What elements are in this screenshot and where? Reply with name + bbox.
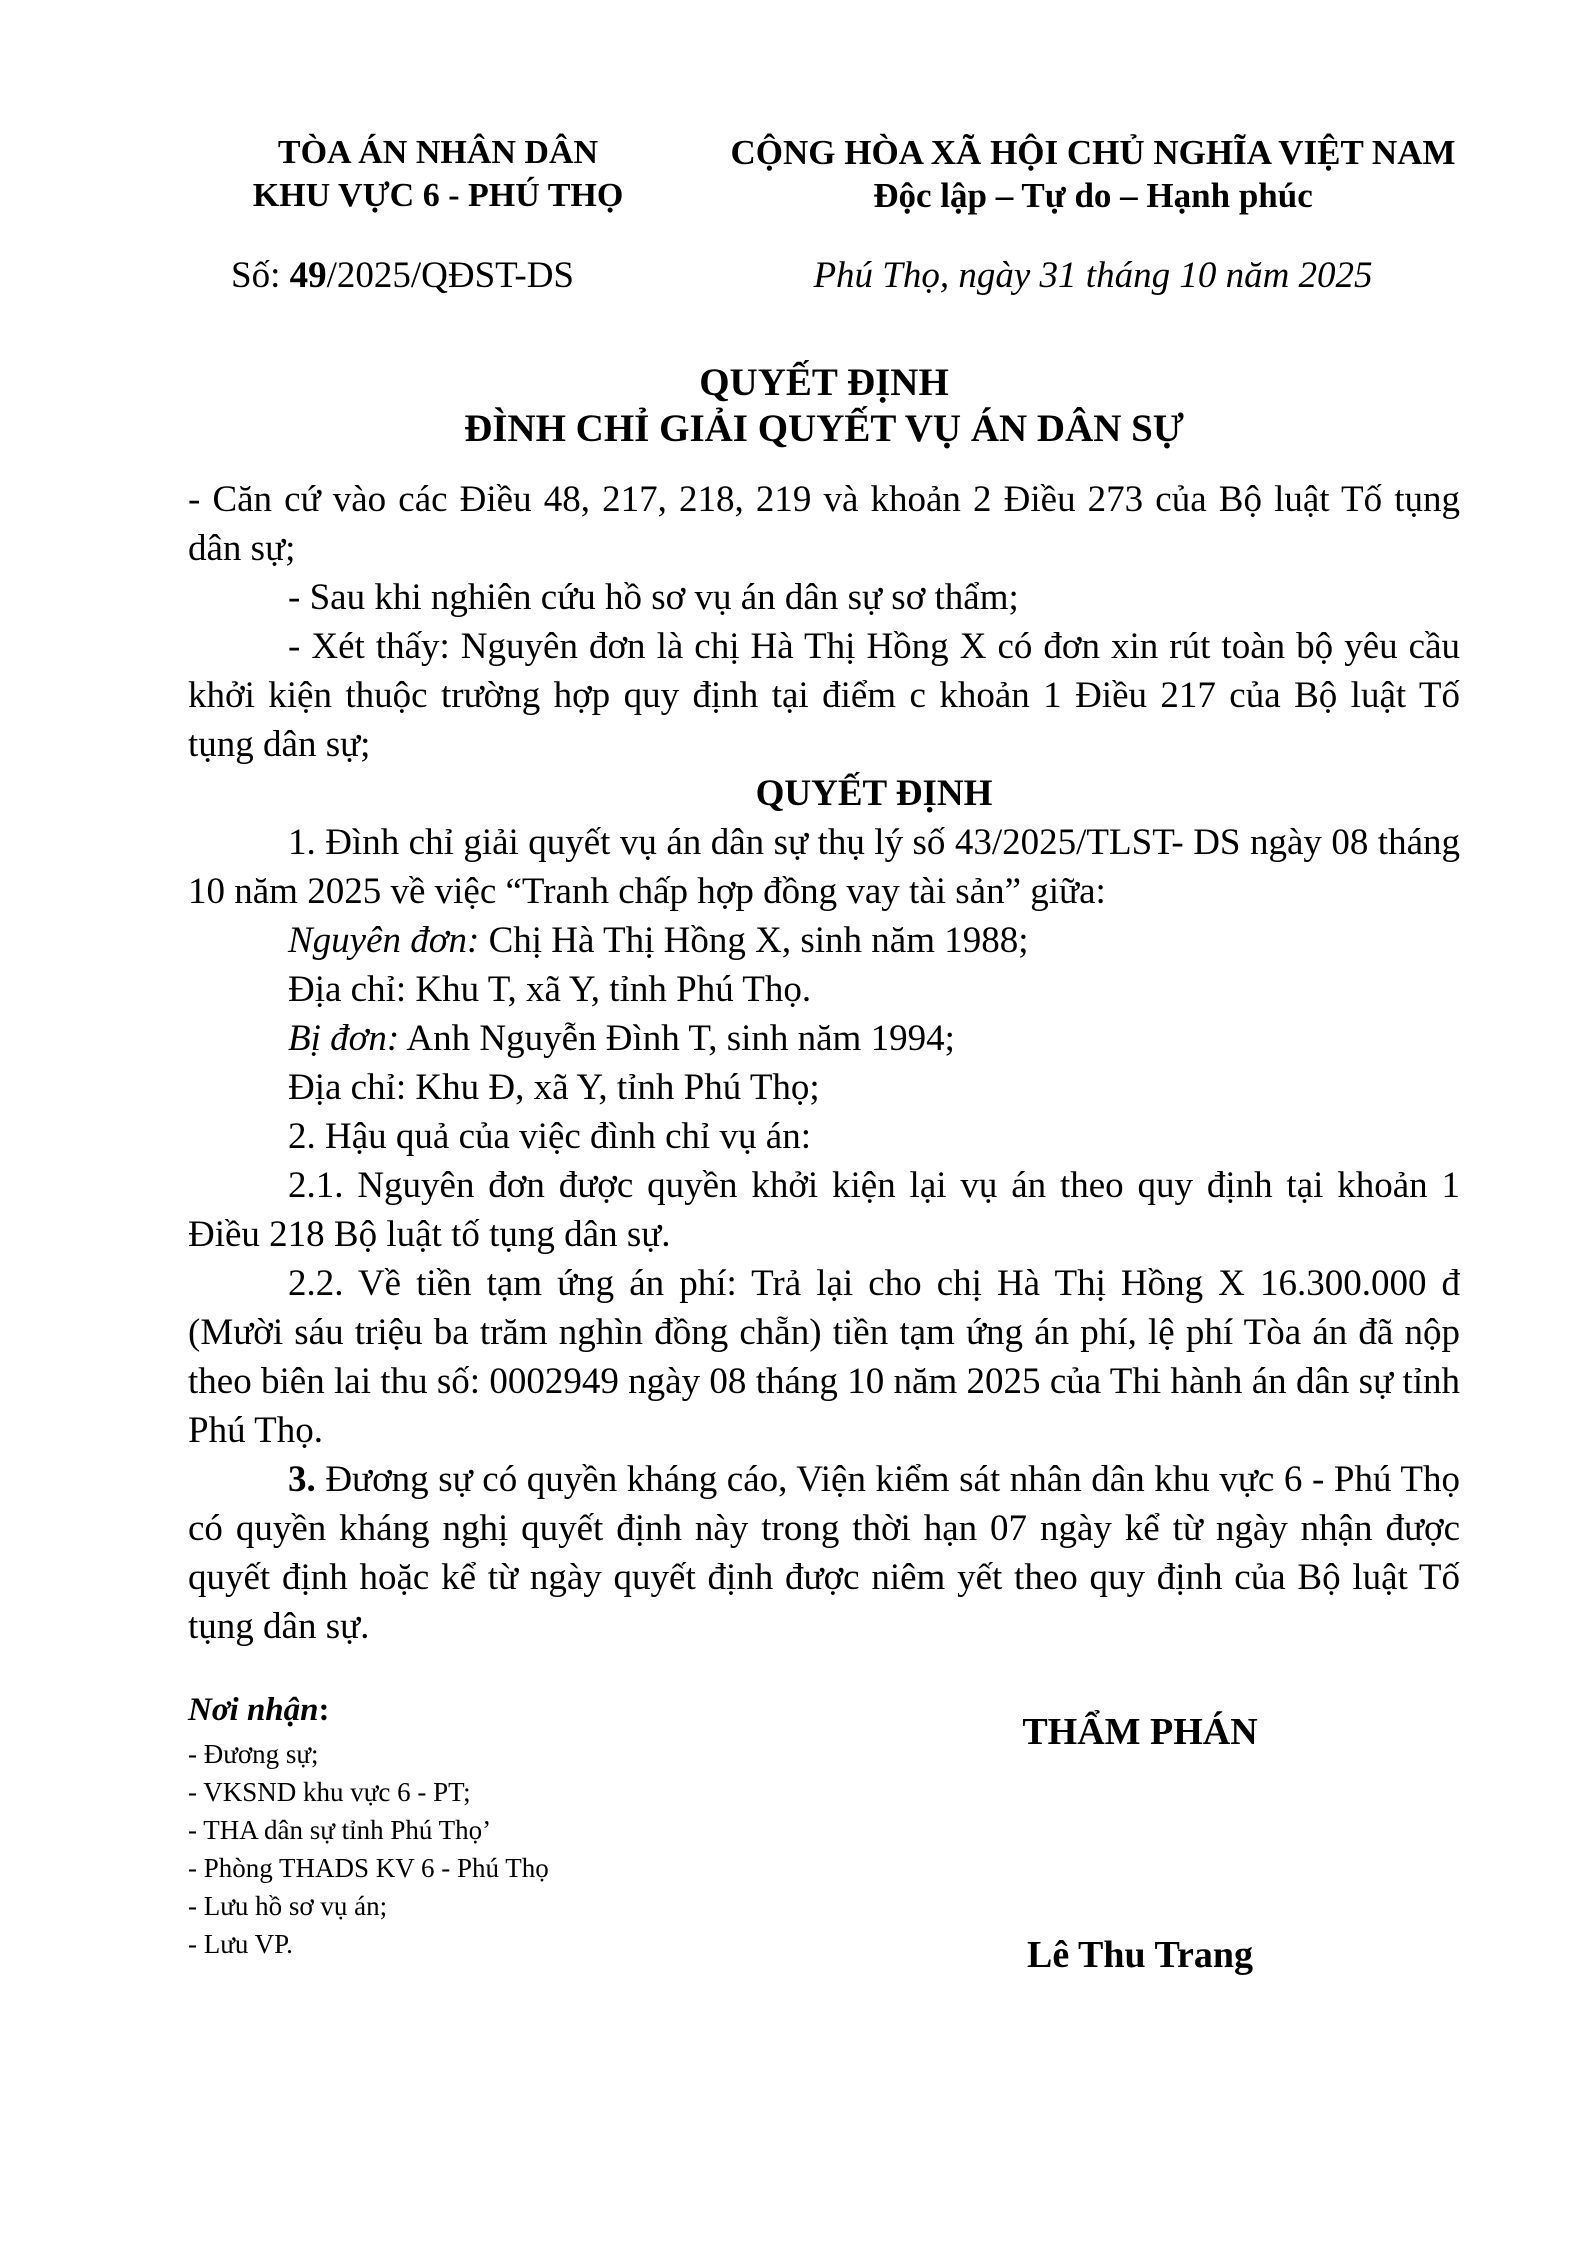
article-2: 2. Hậu quả của việc đình chỉ vụ án: <box>288 1116 811 1157</box>
defendant-value: Anh Nguyễn Đình T, sinh năm 1994; <box>399 1018 955 1059</box>
plaintiff-value: Chị Hà Thị Hồng X, sinh năm 1988; <box>479 920 1029 961</box>
recipient-item: - VKSND khu vực 6 - PT; <box>188 1777 471 1807</box>
signature-block <box>900 1689 1380 1979</box>
document-number-value: 49 <box>289 255 327 296</box>
title-line2: ĐÌNH CHỈ GIẢI QUYẾT VỤ ÁN DÂN SỰ <box>464 407 1184 450</box>
recipients-heading-text: Nơi nhận <box>188 1692 319 1728</box>
article-3-text: Đương sự có quyền kháng cáo, Viện kiểm sát nhân dân khu vực 6 - Phú Thọ có quyền kháng nghị quyết định này trong thời hạn 07 ngày kể từ ngày nhận được quyết định hoặc kể từ ngày quyết định được niêm yết theo quy định của Bộ luật Tố tụng dân sự. <box>188 1459 1460 1647</box>
number-date-row <box>188 253 1460 299</box>
place-dateline: Phú Thọ, ngày 31 tháng 10 năm 2025 <box>813 255 1373 296</box>
preamble-finding: - Xét thấy: Nguyên đơn là chị Hà Thị Hồng X có đơn xin rút toàn bộ yêu cầu khởi kiện thuộc trường hợp quy định tại điểm c khoản 1 Điều 217 của Bộ luật Tố tụng dân sự; <box>188 626 1460 765</box>
court-name-line1: TÒA ÁN NHÂN DÂN <box>277 134 599 171</box>
issuing-court-block <box>188 131 688 217</box>
defendant-address: Địa chỉ: Khu Đ, xã Y, tỉnh Phú Thọ; <box>288 1067 820 1108</box>
recipient-item: - THA dân sự tỉnh Phú Thọ’ <box>188 1815 492 1845</box>
court-name-line2: KHU VỰC 6 - PHÚ THỌ <box>252 177 624 214</box>
title-line1: QUYẾT ĐỊNH <box>699 361 949 404</box>
document-footer <box>188 1689 1460 1979</box>
republic-motto-block <box>726 131 1460 217</box>
preamble-basis: - Căn cứ vào các Điều 48, 217, 218, 219 và khoản 2 Điều 273 của Bộ luật Tố tụng dân sự; <box>188 479 1460 569</box>
recipient-item: - Đương sự; <box>188 1739 319 1769</box>
recipients-heading-colon: : <box>318 1692 330 1728</box>
plaintiff-address: Địa chỉ: Khu T, xã Y, tỉnh Phú Thọ. <box>288 969 812 1010</box>
document-number-prefix: Số: <box>231 255 290 296</box>
decision-heading: QUYẾT ĐỊNH <box>755 773 993 814</box>
recipient-item: - Phòng THADS KV 6 - Phú Thọ <box>188 1853 549 1883</box>
document-title <box>188 360 1460 452</box>
recipient-item: - Lưu hồ sơ vụ án; <box>188 1891 388 1921</box>
republic-motto: Độc lập – Tự do – Hạnh phúc <box>873 176 1313 215</box>
article-3 <box>188 1455 1460 1651</box>
national-header <box>188 131 1460 217</box>
article-1: 1. Đình chỉ giải quyết vụ án dân sự thụ lý số 43/2025/TLST- DS ngày 08 tháng 10 năm 2025 về việc “Tranh chấp hợp đồng vay tài sản” giữa: <box>188 822 1460 912</box>
document-body <box>188 475 1460 1651</box>
defendant-label: Bị đơn: <box>288 1018 400 1059</box>
judge-title: THẨM PHÁN <box>1022 1711 1258 1753</box>
defendant-line <box>188 1014 1460 1063</box>
document-number-suffix: /2025/QĐST-DS <box>326 255 575 296</box>
recipients-block <box>188 1689 900 1979</box>
plaintiff-line <box>188 916 1460 965</box>
article-2-2: 2.2. Về tiền tạm ứng án phí: Trả lại cho chị Hà Thị Hồng X 16.300.000 đ (Mười sáu triệu ba trăm nghìn đồng chẵn) tiền tạm ứng án phí, lệ phí Tòa án đã nộp theo biên lai thu số: 0002949 ngày 08 tháng 10 năm 2025 của Thi hành án dân sự tỉnh Phú Thọ. <box>188 1263 1460 1451</box>
recipients-heading <box>188 1689 900 1731</box>
recipients-list <box>188 1735 900 1963</box>
judge-name: Lê Thu Trang <box>1027 1934 1253 1976</box>
document-number <box>188 253 688 299</box>
republic-name: CỘNG HÒA XÃ HỘI CHỦ NGHĨA VIỆT NAM <box>730 133 1456 172</box>
preamble-review: - Sau khi nghiên cứu hồ sơ vụ án dân sự sơ thẩm; <box>288 577 1019 618</box>
article-3-number: 3. <box>288 1459 316 1500</box>
article-2-1: 2.1. Nguyên đơn được quyền khởi kiện lại vụ án theo quy định tại khoản 1 Điều 218 Bộ luật tố tụng dân sự. <box>188 1165 1460 1255</box>
plaintiff-label: Nguyên đơn: <box>288 920 480 961</box>
recipient-item: - Lưu VP. <box>188 1929 293 1959</box>
